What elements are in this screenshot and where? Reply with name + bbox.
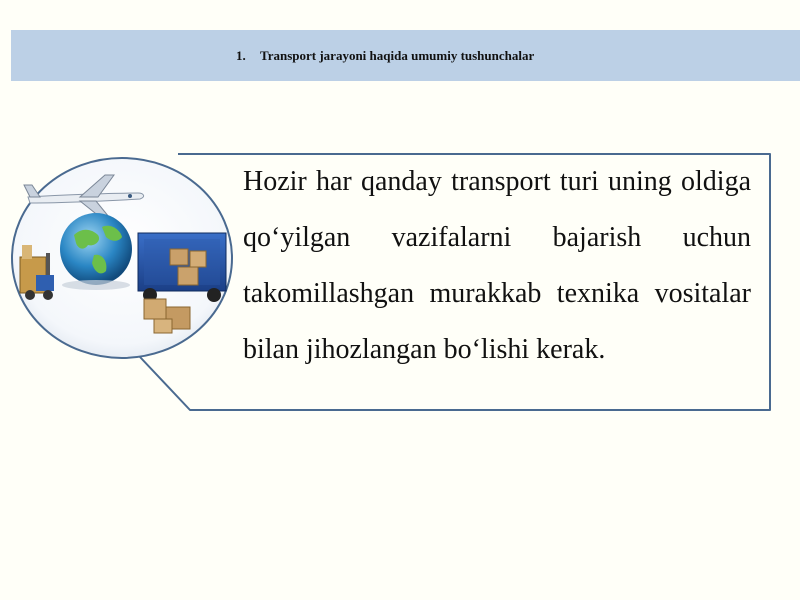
body-paragraph: Hozir har qanday transport turi uning oldiga qo‘yilgan vazifalarni bajarish uchun takomillashgan murakkab texnika vositalar bilan jihozlangan bo‘lishi kerak.: [243, 166, 751, 365]
slide-title-text: Transport jarayoni haqida umumiy tushunchalar: [260, 48, 535, 63]
slide-title-number: 1.: [236, 48, 246, 63]
logistics-illustration: [10, 157, 234, 361]
